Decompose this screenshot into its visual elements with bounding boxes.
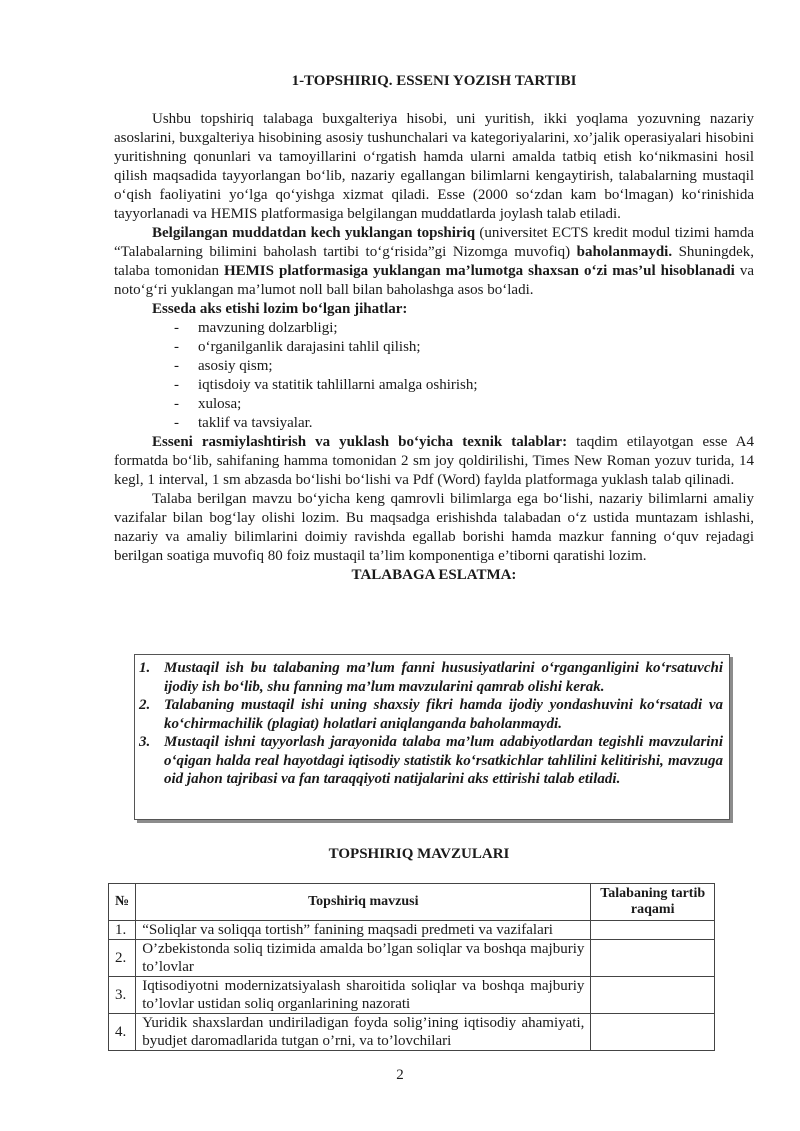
row-number: 1. bbox=[109, 921, 136, 940]
intro-paragraph: Ushbu topshiriq talabaga buxgalteriya hisobi, uni yuritish, ikki yoqlama yozuvning nazariy asoslarini, buxgalteriya hisobining asosiy tushunchalari va kategoriyalarini, xo’jalik operasiyalari hisobini yuritishning qonunlari va tamoyillarini o‘rgatish hamda ularni amalda tatbiq etish ko‘nikmasini hosil qilish maqsadida tayyorlangan bo‘lib, nazariy egallangan bilimlarni kengaytirish, talabalarning mustaqil o‘qish faoliyatini yo‘lga qo‘yishga xizmat qiladi. Esse (2000 so‘zdan kam bo‘lmagan) ko‘rinishida tayyorlanadi va HEMIS platformasiga belgilangan muddatlarda joylash talab etiladi. bbox=[114, 111, 754, 222]
late-text-3: va noto‘g‘ri yuklangan ma’lumot noll ball bilan baholashga asos bo‘ladi. bbox=[114, 263, 755, 298]
late-bold-1: Belgilangan muddatdan kech yuklangan topshiriq bbox=[152, 225, 476, 241]
aspects-title: Esseda aks etishi lozim bo‘lgan jihatlar: bbox=[152, 301, 408, 317]
list-item: - asosiy qism; bbox=[174, 357, 754, 376]
late-submission-paragraph bbox=[114, 224, 754, 300]
reminder-text: Mustaqil ishni tayyorlash jarayonida talaba ma’lum adabiyotlardan tegishli mavzularini o‘qigan halda real hayotdagi iqtisodiy statistik ko‘rsatkichlar tahlilini kelitirishi, mavzuga oid jahon tajribasi va fan taraqqiyoti natijalarini aks ettirishi talab etiladi. bbox=[164, 734, 723, 787]
requirements-bold: Esseni rasmiylashtirish va yuklash bo‘yicha texnik talablar: bbox=[152, 434, 568, 450]
reminder-number: 1. bbox=[139, 660, 151, 676]
row-topic: Yuridik shaxslardan undiriladigan foyda solig’ining iqtisodiy ahamiyati, byudjet daromadlarida tutgan o’rni, va to’lovchilari bbox=[136, 1014, 591, 1051]
row-number: 2. bbox=[109, 940, 136, 977]
reminder-title: TALABAGA ESLATMA: bbox=[351, 567, 517, 583]
list-item bbox=[139, 659, 723, 696]
row-student-number bbox=[591, 1014, 715, 1051]
row-topic: O’zbekistonda soliq tizimida amalda bo’lgan soliqlar va boshqa majburiy to’lovlar bbox=[136, 940, 591, 977]
list-item bbox=[139, 733, 723, 789]
list-item: - o‘rganilganlik darajasini tahlil qilish; bbox=[174, 338, 754, 357]
late-bold-3: HEMIS platformasiga yuklangan ma’lumotga shaxsan o‘zi mas’ul hisoblanadi bbox=[223, 263, 735, 279]
reminder-list bbox=[139, 659, 723, 789]
knowledge-paragraph: Talaba berilgan mavzu bo‘yicha keng qamrovli bilimlarga ega bo‘lishi, nazariy bilimlarni amaliy vazifalar bilan bog‘lay olishi lozim. Bu maqsadga erishishda talabadan o‘z ustida muntazam ishlashi, nazariy va amaliy bilimlarini doimiy ravishda egallab borishi hamda mazkur fanning o‘quv rejadagi berilgan soatiga muvofiq 80 foiz mustaqil ta’lim komponentiga e’tiborni qaratishi lozim. bbox=[114, 491, 754, 564]
table-row bbox=[109, 977, 715, 1014]
list-item: - xulosa; bbox=[174, 395, 754, 414]
row-number: 4. bbox=[109, 1014, 136, 1051]
topics-title: TOPSHIRIQ MAVZULARI bbox=[328, 846, 510, 862]
topics-table bbox=[108, 883, 715, 1051]
header-student-number: Talabaning tartib raqami bbox=[591, 884, 715, 921]
document-title: 1-TOPSHIRIQ. ESSENI YOZISH TARTIBI bbox=[291, 73, 577, 89]
table-row bbox=[109, 921, 715, 940]
document-body bbox=[114, 72, 754, 585]
requirements-paragraph bbox=[114, 433, 754, 490]
row-student-number bbox=[591, 921, 715, 940]
aspects-heading bbox=[114, 300, 754, 319]
reminder-text: Talabaning mustaqil ishi uning shaxsiy fikri hamda ijodiy yondashuvini ko‘rsatadi va ko‘chirmachilik (plagiat) holatlari aniqlanganda baholanmaydi. bbox=[164, 697, 723, 732]
requirements-text: taqdim etilayotgan esse A4 formatda bo‘lib, sahifaning hamma tomonidan 2 sm joy qoldirilishi, Times New Roman yozuv turida, 14 kegl, 1 interval, 1 sm abzasda bo‘lishi bo‘lishi va Pdf (Word) faylda platformaga yuklash talab qilinadi. bbox=[114, 434, 754, 488]
row-topic: “Soliqlar va soliqqa tortish” fanining maqsadi predmeti va vazifalari bbox=[136, 921, 591, 940]
reminder-text: Mustaqil ish bu talabaning ma’lum fanni hususiyatlarini o‘rganganligini ko‘rsatuvchi ijodiy ish bo‘lib, shu fanning ma’lum mavzularini qamrab olishi kerak. bbox=[164, 660, 723, 695]
list-item: - mavzuning dolzarbligi; bbox=[174, 319, 754, 338]
reminder-number: 2. bbox=[139, 697, 151, 713]
late-text-1: (universitet ECTS kredit modul tizimi hamda “Talabalarning bilimini baholash tartibi to‘g‘risida”gi Nizomga muvofiq) bbox=[114, 225, 754, 260]
row-number: 3. bbox=[109, 977, 136, 1014]
list-item bbox=[139, 696, 723, 733]
reminder-number: 3. bbox=[139, 734, 151, 750]
late-bold-2: baholanmaydi. bbox=[576, 244, 673, 260]
table-row bbox=[109, 940, 715, 977]
row-student-number bbox=[591, 940, 715, 977]
page-number: 2 bbox=[396, 1067, 404, 1083]
row-topic: Iqtisodiyotni modernizatsiyalash sharoitida soliqlar va boshqa majburiy to’lovlar ustidan soliq organlarining nazorati bbox=[136, 977, 591, 1014]
table-header-row bbox=[109, 884, 715, 921]
header-topic: Topshiriq mavzusi bbox=[136, 884, 591, 921]
list-item: - taklif va tavsiyalar. bbox=[174, 414, 754, 433]
reminder-box bbox=[134, 654, 730, 820]
aspects-list bbox=[114, 319, 754, 433]
header-number: № bbox=[109, 884, 136, 921]
list-item: - iqtisdoiy va statitik tahlillarni amalga oshirish; bbox=[174, 376, 754, 395]
row-student-number bbox=[591, 977, 715, 1014]
late-text-2: Shuningdek, talaba tomonidan bbox=[114, 244, 754, 279]
table-row bbox=[109, 1014, 715, 1051]
